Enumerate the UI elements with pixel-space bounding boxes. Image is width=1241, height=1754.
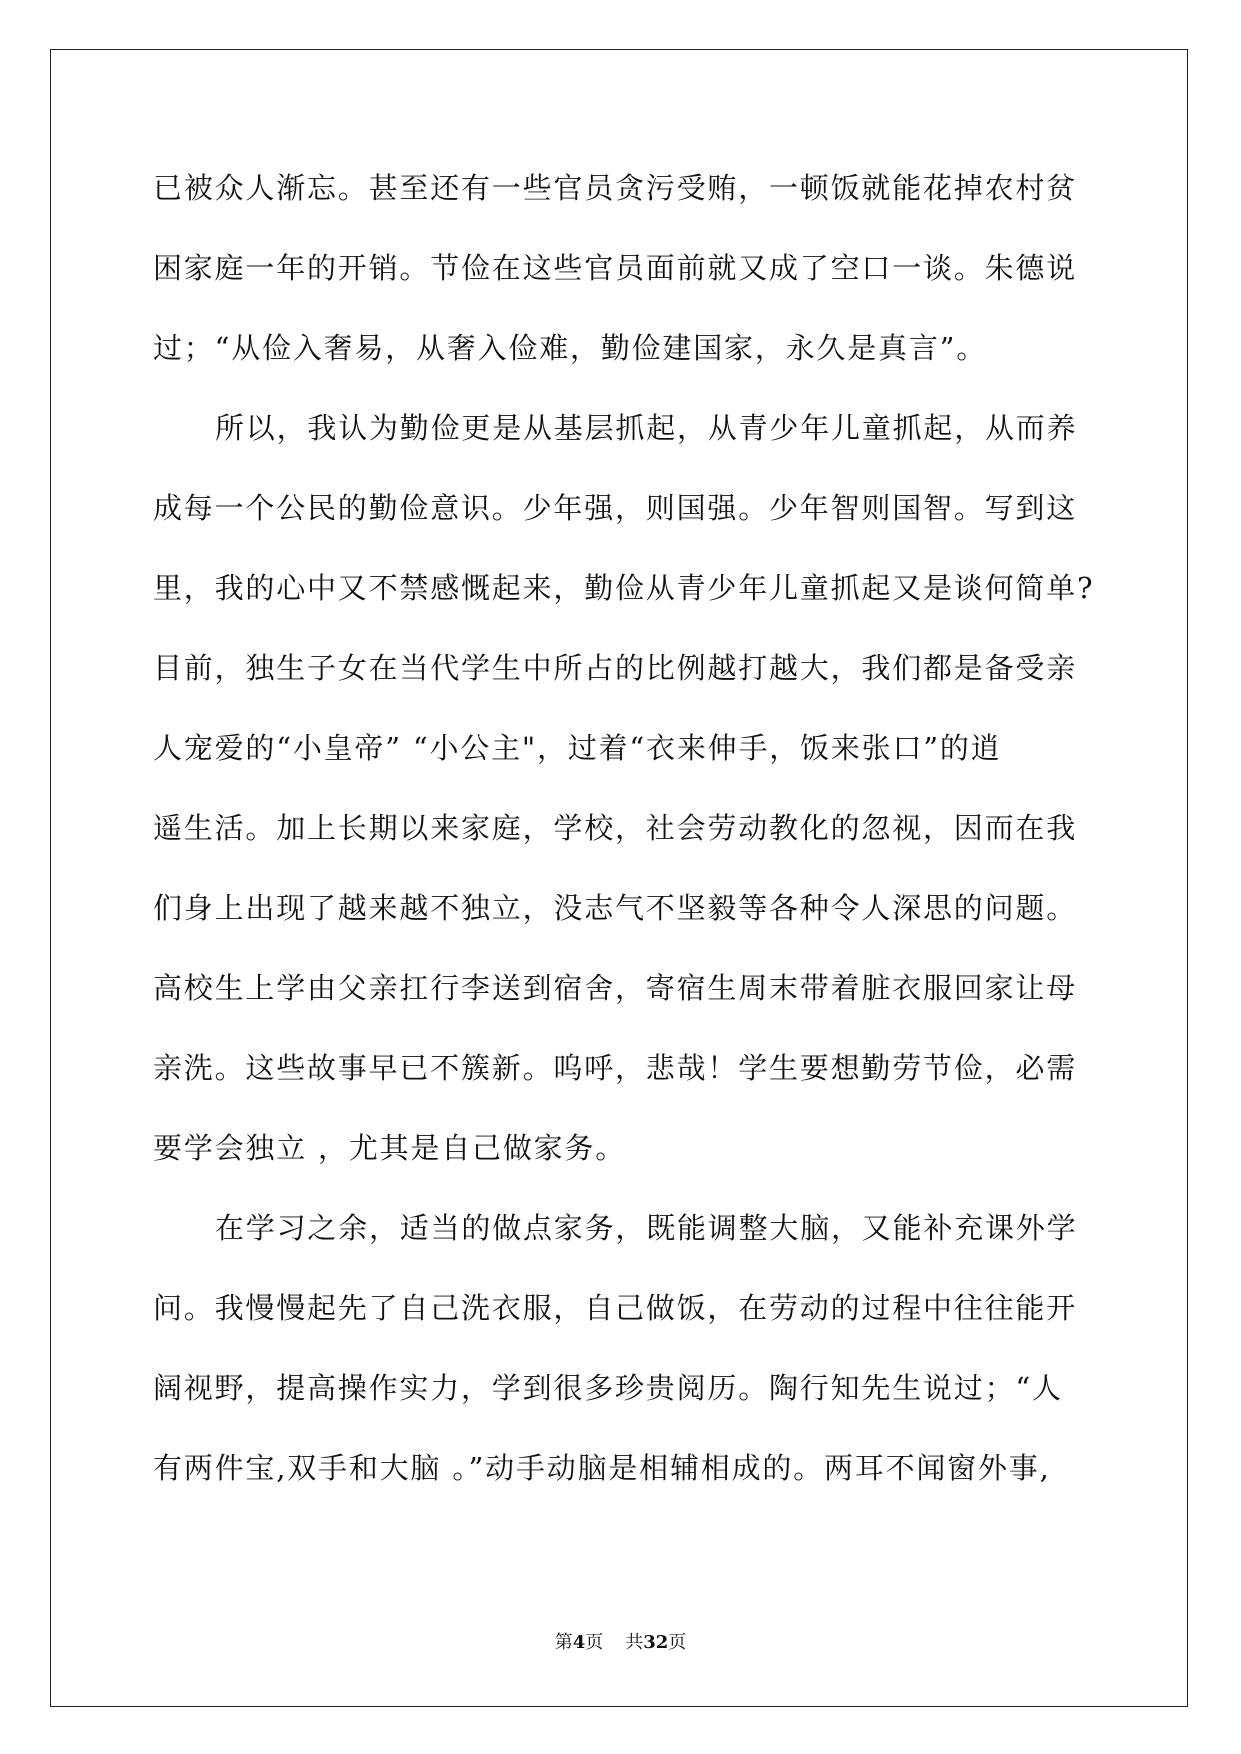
- footer-total-suffix: 页: [668, 1632, 687, 1653]
- document-body: [153, 160, 1095, 1520]
- text-line: 里，我的心中又不禁感慨起来，勤俭从青少年儿童抓起又是谈何简单?: [153, 571, 1095, 605]
- text-line: 成每一个公民的勤俭意识。少年强，则国强。少年智则国智。写到这: [153, 491, 1078, 525]
- text-line: 困家庭一年的开销。节俭在这些官员面前就又成了空口一谈。朱德说: [153, 251, 1078, 285]
- text-line: 过；“从俭入奢易，从奢入俭难，勤俭建国家，永久是真言”。: [153, 331, 988, 365]
- paragraph-start-line: 在学习之余，适当的做点家务，既能调整大脑，又能补充课外学: [215, 1211, 1078, 1245]
- text-line: 问。我慢慢起先了自己洗衣服，自己做饭，在劳动的过程中往往能开: [153, 1291, 1078, 1325]
- page-number-footer: [0, 1628, 1241, 1654]
- text-line: 亲洗。这些故事早已不簇新。呜呼，悲哉！学生要想勤劳节俭，必需: [153, 1051, 1078, 1085]
- footer-prefix: 第: [554, 1632, 573, 1653]
- text-line: 遥生活。加上长期以来家庭，学校，社会劳动教化的忽视，因而在我: [153, 811, 1078, 845]
- current-page-number: 4: [572, 1632, 586, 1653]
- footer-page-suffix: 页: [585, 1632, 604, 1653]
- text-line: 已被众人渐忘。甚至还有一些官员贪污受贿，一顿饭就能花掉农村贫: [153, 171, 1078, 205]
- text-line: 人宠爱的“小皇帝” “小公主"，过着“衣来伸手，饭来张口”的逍: [153, 731, 1002, 765]
- text-line: 阔视野，提高操作实力，学到很多珍贵阅历。陶行知先生说过；“人: [153, 1371, 1063, 1405]
- text-line: 要学会独立 ，尤其是自己做家务。: [153, 1131, 627, 1165]
- text-line: 有两件宝,双手和大脑 。”动手动脑是相辅相成的。两耳不闻窗外事,: [153, 1451, 1051, 1485]
- text-line: 目前，独生子女在当代学生中所占的比例越打越大，我们都是备受亲: [153, 651, 1078, 685]
- footer-total-prefix: 共: [625, 1632, 644, 1653]
- text-line: 高校生上学由父亲扛行李送到宿舍，寄宿生周末带着脏衣服回家让母: [153, 971, 1078, 1005]
- text-line: 们身上出现了越来越不独立，没志气不坚毅等各种令人深思的问题。: [153, 891, 1078, 925]
- paragraph-start-line: 所以，我认为勤俭更是从基层抓起，从青少年儿童抓起，从而养: [215, 411, 1078, 445]
- total-page-count: 32: [643, 1632, 669, 1653]
